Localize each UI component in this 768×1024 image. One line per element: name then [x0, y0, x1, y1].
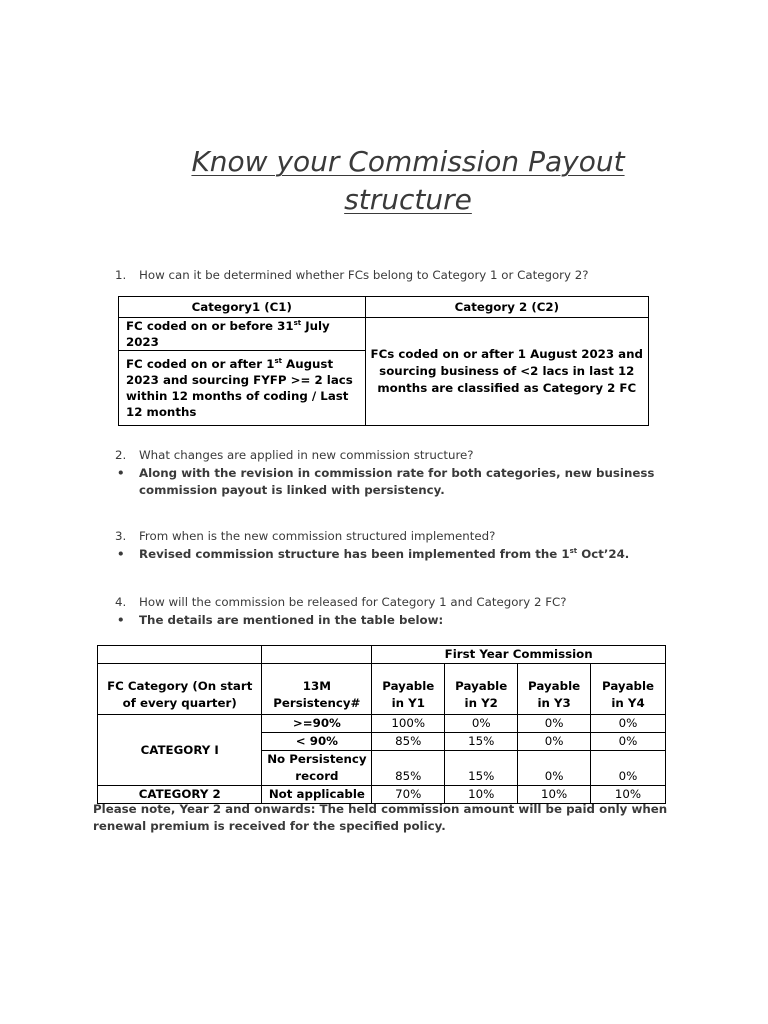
- question-1: [115, 268, 589, 282]
- category-2-criteria: FCs coded on or after 1 August 2023 and sourcing business of <2 lacs in last 12 months are classified as Category 2 FC: [365, 318, 648, 426]
- y4-cell: 10%: [591, 786, 666, 804]
- y1-cell: 100%: [372, 715, 445, 733]
- y2-cell: 10%: [445, 786, 518, 804]
- y4-cell: 0%: [591, 733, 666, 751]
- category-1-label: CATEGORY I: [98, 715, 262, 786]
- y4-cell: 0%: [591, 751, 666, 786]
- y3-cell: 10%: [518, 786, 591, 804]
- answer-2-bullet: • Along with the revision in commission rate for both categories, new business commission payout is linked with persistency.: [117, 466, 655, 497]
- commission-payout-table: [97, 645, 666, 804]
- y1-cell: 70%: [372, 786, 445, 804]
- footnote: Please note, Year 2 and onwards: The held commission amount will be paid only when renewal premium is received for the specified policy.: [93, 802, 668, 833]
- empty-header-cell: [98, 646, 262, 664]
- y3-cell: 0%: [518, 733, 591, 751]
- title-line-1: Know your Commission Payout: [191, 145, 625, 178]
- first-year-commission-header: First Year Commission: [372, 646, 666, 664]
- y3-cell: 0%: [518, 715, 591, 733]
- payable-y1-header: Payable in Y1: [372, 664, 445, 715]
- payable-y3-header: Payable in Y3: [518, 664, 591, 715]
- persistency-cell: No Persistency record: [262, 751, 372, 786]
- question-number: 1.: [115, 268, 127, 282]
- persistency-header: 13M Persistency#: [262, 664, 372, 715]
- category-2-label: CATEGORY 2: [98, 786, 262, 804]
- y3-cell: 0%: [518, 751, 591, 786]
- question-4: 4. How will the commission be released for Category 1 and Category 2 FC?: [115, 595, 567, 609]
- y1-cell: 85%: [372, 751, 445, 786]
- persistency-cell: < 90%: [262, 733, 372, 751]
- answer-4-bullet: • The details are mentioned in the table below:: [117, 613, 444, 627]
- payable-y4-header: Payable in Y4: [591, 664, 666, 715]
- y1-cell: 85%: [372, 733, 445, 751]
- title-line-2: structure: [344, 183, 472, 216]
- y2-cell: 15%: [445, 751, 518, 786]
- persistency-cell: Not applicable: [262, 786, 372, 804]
- table-row: [98, 715, 666, 733]
- question-2: 2. What changes are applied in new commission structure?: [115, 448, 474, 462]
- category-table: [118, 296, 649, 426]
- empty-header-cell: [262, 646, 372, 664]
- question-text: From when is the new commission structured implemented?: [139, 529, 496, 543]
- category-1-criteria-1: FC coded on or before 31st July 2023: [119, 318, 366, 351]
- category-1-header: Category1 (C1): [119, 297, 366, 318]
- question-text: What changes are applied in new commission structure?: [139, 448, 474, 462]
- question-3: 3. From when is the new commission structured implemented?: [115, 529, 496, 543]
- question-text: How will the commission be released for Category 1 and Category 2 FC?: [139, 595, 567, 609]
- category-1-criteria-2: FC coded on or after 1st August 2023 and sourcing FYFP >= 2 lacs within 12 months of coding / Last 12 months: [119, 351, 366, 426]
- payable-y2-header: Payable in Y2: [445, 664, 518, 715]
- persistency-cell: >=90%: [262, 715, 372, 733]
- y2-cell: 0%: [445, 715, 518, 733]
- y2-cell: 15%: [445, 733, 518, 751]
- fc-category-header: FC Category (On start of every quarter): [98, 664, 262, 715]
- answer-3-bullet: • Revised commission structure has been implemented from the 1st Oct’24.: [117, 547, 630, 561]
- question-text: How can it be determined whether FCs belong to Category 1 or Category 2?: [139, 268, 589, 282]
- y4-cell: 0%: [591, 715, 666, 733]
- page-title: [120, 143, 696, 219]
- category-2-header: Category 2 (C2): [365, 297, 648, 318]
